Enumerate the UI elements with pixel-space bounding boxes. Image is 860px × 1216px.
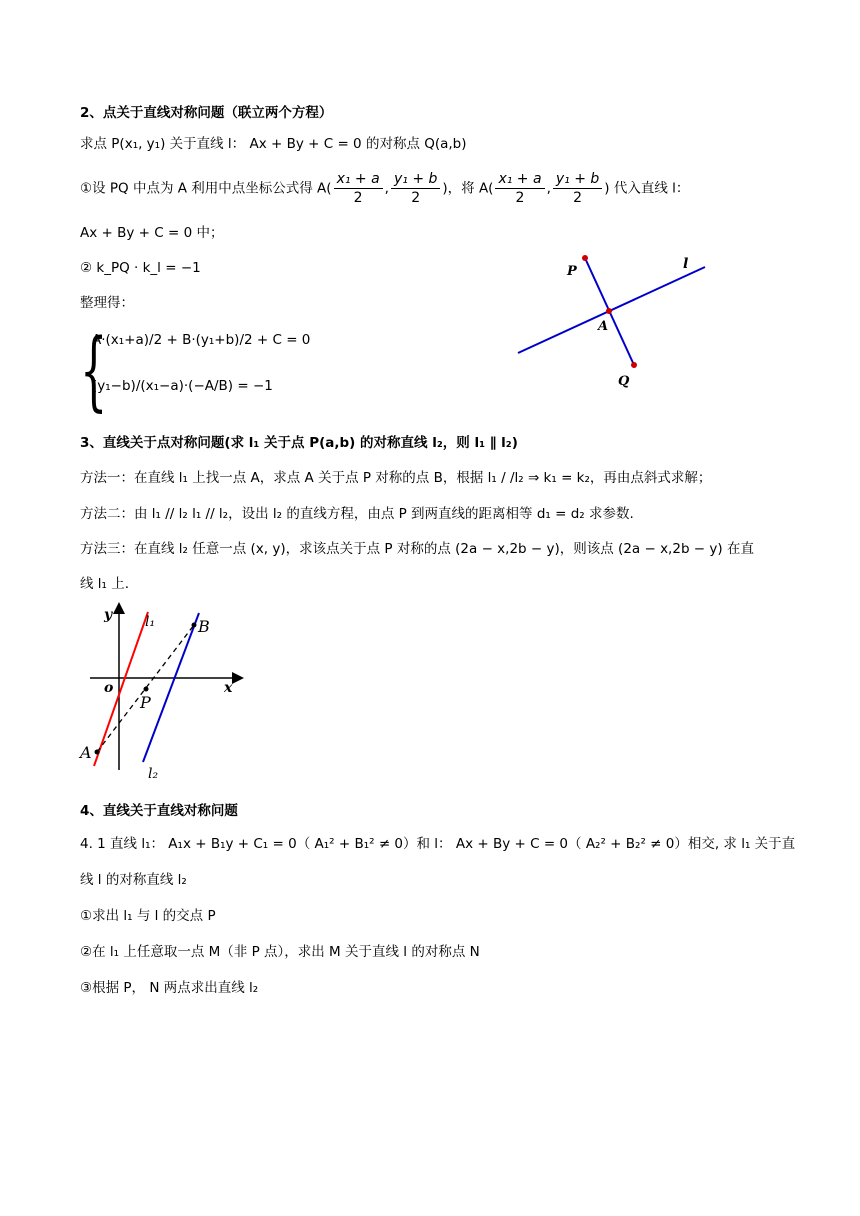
line-l2 xyxy=(143,613,199,762)
section-4-step-3: ③根据 P， N 两点求出直线 l₂ xyxy=(80,980,259,996)
point-a-fig2 xyxy=(95,750,100,755)
section-3-heading: 3、直线关于点对称问题(求 l₁ 关于点 P(a,b) 的对称直线 l₂，则 l₁ ∥ l₂) xyxy=(80,435,518,451)
label-q: Q xyxy=(618,374,630,389)
method-1: 方法一：在直线 l₁ 上找一点 A，求点 A 关于点 P 对称的点 B，根据 l₁ / /l₂ ⇒ k₁ = k₂，再由点斜式求解； xyxy=(80,470,712,486)
label-p: P xyxy=(567,264,577,279)
label-l2: l₂ xyxy=(148,766,159,782)
label-l1: l₁ xyxy=(145,614,156,630)
frac-xa-2-den: 2 xyxy=(515,190,525,206)
label-l: l xyxy=(683,256,689,272)
label-x: x xyxy=(224,680,233,696)
label-o: o xyxy=(104,680,114,696)
point-q xyxy=(631,362,637,368)
frac-xa-den: 2 xyxy=(353,190,363,206)
figure-point-symmetry xyxy=(505,250,720,395)
label-b: B xyxy=(198,617,210,636)
section-4-step-2: ②在 l₁ 上任意取一点 M（非 P 点），求出 M 关于直线 l 的对称点 N xyxy=(80,944,480,960)
frac-yb-2 xyxy=(553,170,602,207)
system-brace: { xyxy=(80,321,108,421)
point-b-fig2 xyxy=(192,623,197,628)
frac-yb-num: y₁ + b xyxy=(391,170,440,189)
step-1-suffix: ) 代入直线 l： xyxy=(604,180,690,197)
frac-yb-2-num: y₁ + b xyxy=(553,170,602,189)
system-eq-2: (y₁−b)/(x₁−a)·(−A/B) = −1 xyxy=(92,378,273,394)
frac-xa-2-num: x₁ + a xyxy=(495,170,544,189)
frac-xa-num: x₁ + a xyxy=(334,170,383,189)
section-4-1-line-1: 4. 1 直线 l₁： A₁x + B₁y + C₁ = 0（ A₁² + B₁² ≠ 0）和 l： Ax + By + C = 0（ A₂² + B₂² ≠ 0）相交, 求 l₁ 关于直 xyxy=(80,836,796,852)
label-a-fig2: A xyxy=(80,743,92,762)
collate-label: 整理得： xyxy=(80,295,134,311)
frac-yb-den: 2 xyxy=(411,190,421,206)
section-4-step-1: ①求出 l₁ 与 l 的交点 P xyxy=(80,908,216,924)
section-2-problem: 求点 P(x₁, y₁) 关于直线 l： Ax + By + C = 0 的对称点 Q(a,b) xyxy=(80,136,467,152)
method-3-line-2: 线 l₁ 上. xyxy=(80,576,130,592)
step-1-mid: )，将 A( xyxy=(442,180,494,197)
point-a xyxy=(606,308,612,314)
system-eq-1: A·(x₁+a)/2 + B·(y₁+b)/2 + C = 0 xyxy=(92,332,311,348)
method-2: 方法二：由 l₁ // l₂ l₁ // l₂，设出 l₂ 的直线方程，由点 P 到两直线的距离相等 d₁ = d₂ 求参数. xyxy=(80,506,634,522)
frac-xa-2 xyxy=(495,170,544,207)
frac-xa xyxy=(334,170,383,207)
section-4-heading: 4、直线关于直线对称问题 xyxy=(80,803,238,819)
label-p-fig2: P xyxy=(140,693,151,712)
line-l1 xyxy=(94,612,148,766)
step-1-prefix: ①设 PQ 中点为 A 利用中点坐标公式得 A( xyxy=(80,180,332,197)
frac-yb xyxy=(391,170,440,207)
point-p-fig2 xyxy=(144,687,149,692)
step-1-line: ①设 PQ 中点为 A 利用中点坐标公式得 A( $\frac{\text{x₁ + a}}{2}$ , $\frac{\text{y₁ + b}}{2}$ )，将 A( $\frac{\text{x₁ + a}}{2}$ , $\frac{\text{y₁ + b}}{2}$ ) 代入直线 l： xyxy=(80,171,690,206)
section-2-heading: 2、点关于直线对称问题（联立两个方程） xyxy=(80,105,333,121)
step-1-continuation: Ax + By + C = 0 中； xyxy=(80,225,224,241)
method-3-line-1: 方法三：在直线 l₂ 任意一点 (x, y)，求该点关于点 P 对称的点 (2a − x,2b − y)，则该点 (2a − x,2b − y) 在直 xyxy=(80,541,754,557)
figure-line-point-symmetry xyxy=(78,600,253,790)
equation-system xyxy=(80,321,311,421)
frac-yb-2-den: 2 xyxy=(573,190,583,206)
label-a: A xyxy=(598,319,609,334)
point-p xyxy=(582,255,588,261)
step-2: ② k_PQ · k_l = −1 xyxy=(80,260,201,276)
label-y: y xyxy=(104,607,113,623)
section-4-1-line-2: 线 l 的对称直线 l₂ xyxy=(80,872,187,888)
